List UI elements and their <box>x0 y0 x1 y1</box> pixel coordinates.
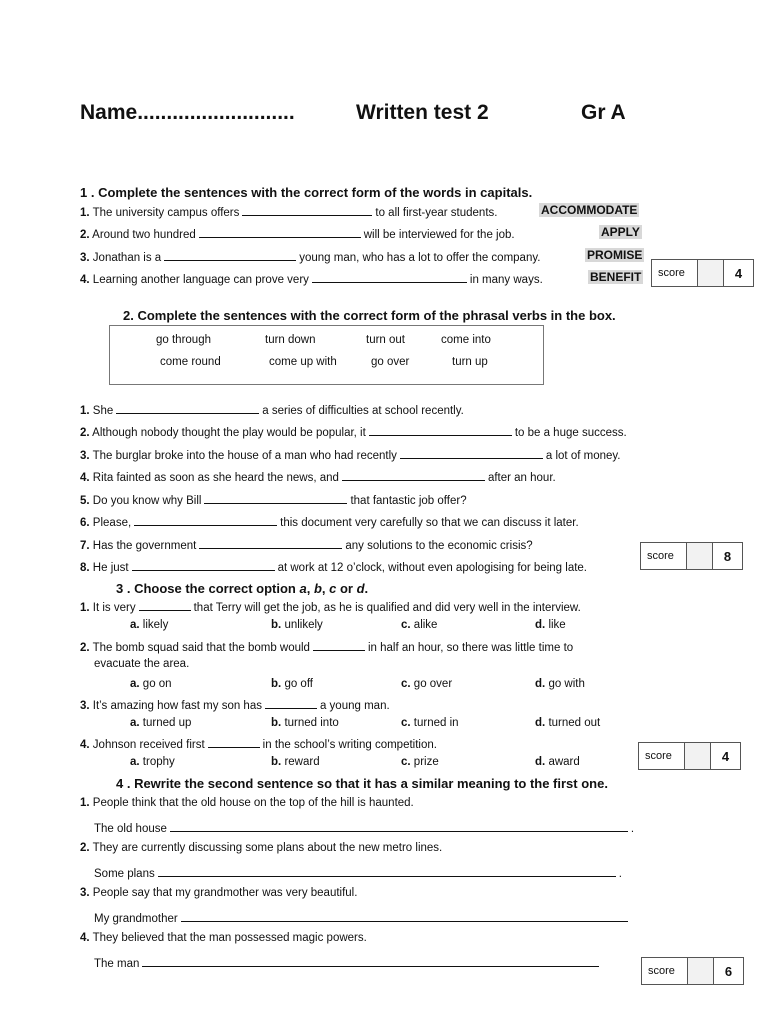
option-c[interactable]: c. alike <box>401 619 438 631</box>
score-input[interactable] <box>688 958 714 984</box>
option-b[interactable]: b. turned into <box>271 717 339 729</box>
score-box-2: score 8 <box>640 542 743 570</box>
answer-blank[interactable] <box>132 559 275 571</box>
s2-item-4: 4. Rita fainted as soon as she heard the news, and after an hour. <box>80 469 556 484</box>
s1-item-4: 4. Learning another language can prove very in many ways. <box>80 271 543 286</box>
option-c[interactable]: c. go over <box>401 678 453 690</box>
score-input[interactable] <box>687 543 713 569</box>
option-a[interactable]: a. turned up <box>130 717 192 729</box>
answer-blank[interactable] <box>134 514 277 526</box>
option-d[interactable]: d. award <box>535 756 580 768</box>
answer-blank[interactable] <box>342 469 485 481</box>
score-box-1: score 4 <box>651 259 754 287</box>
option-c[interactable]: c. turned in <box>401 717 459 729</box>
answer-line[interactable] <box>142 955 599 967</box>
s4-item-1-answer: The old house . <box>94 820 634 835</box>
answer-blank[interactable] <box>313 639 365 651</box>
s4-item-2-question: 2. They are currently discussing some plans about the new metro lines. <box>80 842 443 854</box>
option-d[interactable]: d. turned out <box>535 717 601 729</box>
option-a[interactable]: a. trophy <box>130 756 175 768</box>
group-label: Gr A <box>581 101 626 124</box>
answer-line[interactable] <box>181 910 628 922</box>
keyword-promise: PROMISE <box>587 248 643 262</box>
name-field-label: Name........................... <box>80 101 295 124</box>
keyword-benefit: BENEFIT <box>590 270 642 284</box>
answer-blank[interactable] <box>164 249 296 261</box>
phrasal-verbs-box: go through turn down turn out come into come round come up with go over turn up <box>109 325 544 385</box>
answer-blank[interactable] <box>139 599 191 611</box>
answer-blank[interactable] <box>400 447 543 459</box>
keyword-apply: APPLY <box>601 225 640 239</box>
s1-item-3: 3. Jonathan is a young man, who has a lot to offer the company. <box>80 249 540 264</box>
section-2-title: 2. Complete the sentences with the correct form of the phrasal verbs in the box. <box>123 308 616 323</box>
section-4-title: 4 . Rewrite the second sentence so that it has a similar meaning to the first one. <box>116 776 608 791</box>
answer-blank[interactable] <box>199 537 342 549</box>
answer-blank[interactable] <box>199 226 361 238</box>
score-box-3: score 4 <box>638 742 741 770</box>
s2-item-1: 1. She a series of difficulties at school recently. <box>80 402 464 417</box>
s4-item-2-answer: Some plans . <box>94 865 622 880</box>
score-box-4: score 6 <box>641 957 744 985</box>
s3-question-2-cont: evacuate the area. <box>94 658 190 670</box>
s3-question-2: 2. The bomb squad said that the bomb would in half an hour, so there was little time to <box>80 639 573 654</box>
s4-item-4-question: 4. They believed that the man possessed magic powers. <box>80 932 367 944</box>
s3-question-3: 3. It’s amazing how fast my son has a young man. <box>80 697 390 712</box>
answer-blank[interactable] <box>369 424 512 436</box>
option-d[interactable]: d. like <box>535 619 566 631</box>
s4-item-4-answer: The man <box>94 955 602 970</box>
answer-blank[interactable] <box>116 402 259 414</box>
s1-item-2: 2. Around two hundred will be interviewed for the job. <box>80 226 515 241</box>
answer-line[interactable] <box>170 820 628 832</box>
option-b[interactable]: b. go off <box>271 678 314 690</box>
answer-blank[interactable] <box>208 736 260 748</box>
s4-item-1-question: 1. People think that the old house on the top of the hill is haunted. <box>80 797 414 809</box>
s2-item-8: 8. He just at work at 12 o’clock, without even apologising for being late. <box>80 559 587 574</box>
option-a[interactable]: a. likely <box>130 619 169 631</box>
answer-blank[interactable] <box>265 697 317 709</box>
answer-line[interactable] <box>158 865 616 877</box>
s2-item-7: 7. Has the government any solutions to the economic crisis? <box>80 537 533 552</box>
option-a[interactable]: a. go on <box>130 678 172 690</box>
score-input[interactable] <box>685 743 711 769</box>
keyword-accommodate: ACCOMMODATE <box>541 203 638 217</box>
answer-blank[interactable] <box>204 492 347 504</box>
s2-item-6: 6. Please, this document very carefully so that we can discuss it later. <box>80 514 579 529</box>
option-c[interactable]: c. prize <box>401 756 439 768</box>
option-b[interactable]: b. reward <box>271 756 320 768</box>
s3-question-1: 1. It is very that Terry will get the job, as he is qualified and did very well in the interview. <box>80 599 581 614</box>
s4-item-3-question: 3. People say that my grandmother was very beautiful. <box>80 887 358 899</box>
s3-question-4: 4. Johnson received first in the school’s writing competition. <box>80 736 437 751</box>
s2-item-3: 3. The burglar broke into the house of a man who had recently a lot of money. <box>80 447 620 462</box>
s2-item-5: 5. Do you know why Bill that fantastic job offer? <box>80 492 467 507</box>
s4-item-3-answer: My grandmother <box>94 910 631 925</box>
test-title: Written test 2 <box>356 101 489 124</box>
s2-item-2: 2. Although nobody thought the play would be popular, it to be a huge success. <box>80 424 627 439</box>
score-input[interactable] <box>698 260 724 286</box>
section-1-title: 1 . Complete the sentences with the correct form of the words in capitals. <box>80 185 533 200</box>
option-d[interactable]: d. go with <box>535 678 585 690</box>
option-b[interactable]: b. unlikely <box>271 619 323 631</box>
answer-blank[interactable] <box>312 271 467 283</box>
answer-blank[interactable] <box>242 204 372 216</box>
s1-item-1: 1. The university campus offers to all first-year students. <box>80 204 497 219</box>
section-3-title: 3 . Choose the correct option a, b, c or d. <box>116 581 369 596</box>
